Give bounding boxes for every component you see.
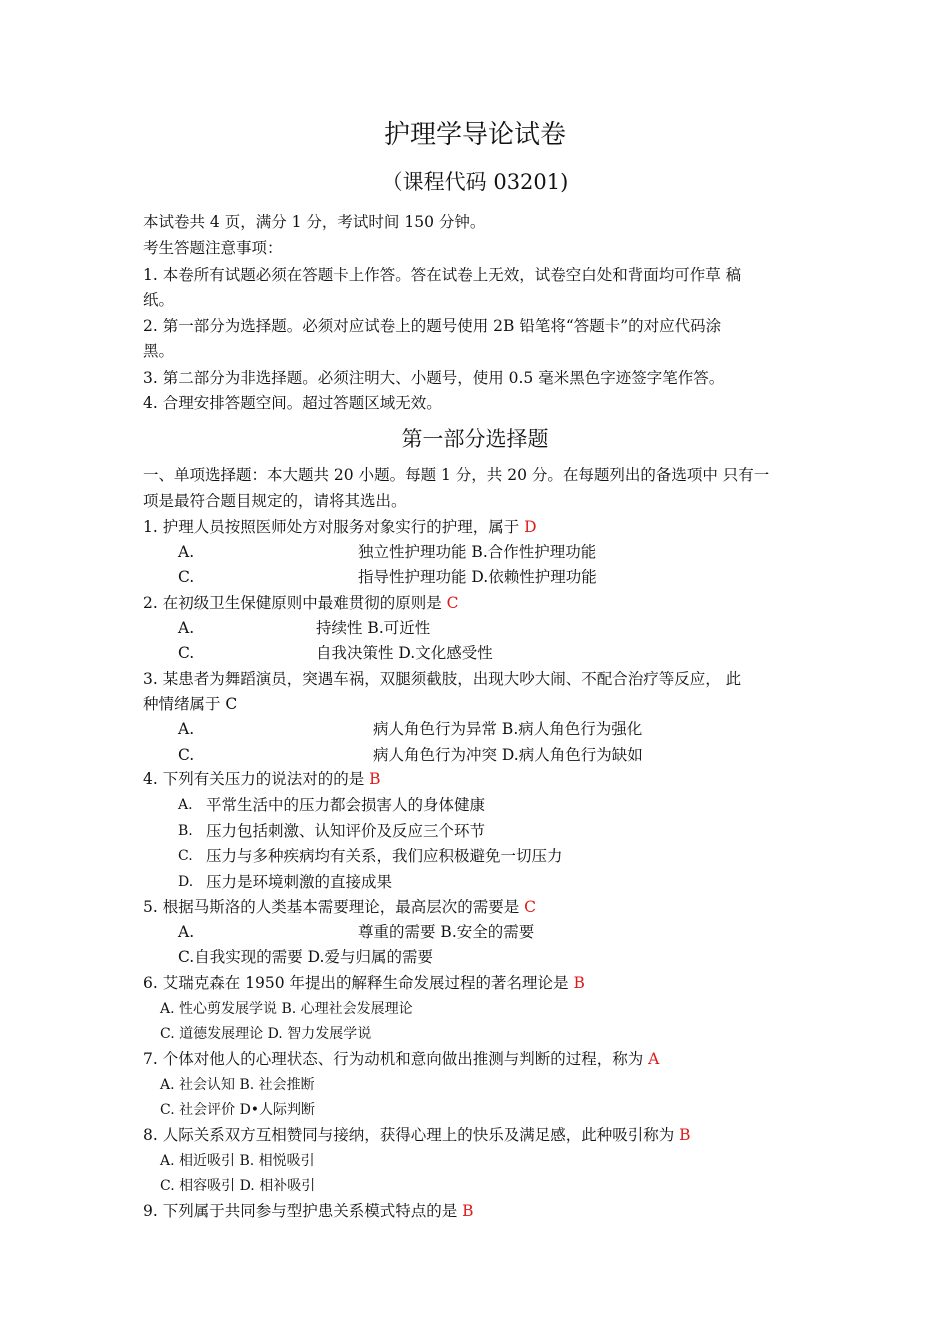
option-label: A. — [178, 720, 195, 738]
option-text: 病人角色行为异常 B.病人角色行为强化 — [373, 720, 643, 738]
question-1 — [143, 517, 537, 537]
option-text: 压力是环境刺激的直接成果 — [206, 873, 393, 891]
option-text: C.自我实现的需要 D.爱与归属的需要 — [178, 948, 433, 966]
option-label: A. — [178, 923, 195, 941]
answer-key: B — [369, 770, 381, 788]
answer-key: B — [462, 1202, 474, 1220]
answer-key: C — [446, 594, 459, 612]
section-title: 第一部分选择题 — [401, 427, 549, 451]
intro-line: 本试卷共 4 页，满分 1 分，考试时间 150 分钟。 — [143, 213, 486, 231]
intro-line: 纸。 — [143, 291, 175, 309]
option-label: C. — [178, 644, 195, 662]
option-text: 压力与多种疾病均有关系，我们应积极避免一切压力 — [206, 847, 563, 865]
page-title: 护理学导论试卷 — [383, 120, 566, 150]
section-intro-line: 一、单项选择题：本大题共 20 小题。每题 1 分，共 20 分。在每题列出的备选项中 只有一 — [143, 466, 770, 484]
option-text: C. 道德发展理论 D. 智力发展学说 — [160, 1026, 372, 1042]
intro-line: 3. 第二部分为非选择题。必须注明大、小题号，使用 0.5 毫米黑色字迹签字笔作答。 — [143, 369, 725, 387]
question-stem: 8. 人际关系双方互相赞同与接纳，获得心理上的快乐及满足感，此种吸引称为 — [143, 1126, 680, 1144]
option-text: C. 社会评价 D•人际判断 — [160, 1102, 316, 1118]
option-text: 压力包括刺激、认知评价及反应三个环节 — [206, 822, 486, 840]
answer-key: A — [648, 1050, 660, 1068]
question-stem: 4. 下列有关压力的说法对的的是 — [143, 770, 370, 788]
question-stem: 6. 艾瑞克森在 1950 年提出的解释生命发展过程的著名理论是 — [143, 974, 574, 992]
option-text: 病人角色行为冲突 D.病人角色行为缺如 — [373, 746, 643, 764]
question-5 — [143, 897, 536, 917]
option-label: C. — [178, 848, 193, 864]
option-label: A. — [178, 543, 195, 561]
intro-line: 4. 合理安排答题空间。超过答题区域无效。 — [143, 394, 442, 412]
question-2 — [143, 593, 459, 613]
answer-key: D — [524, 518, 537, 536]
answer-key: B — [679, 1126, 691, 1144]
option-text: 指导性护理功能 D.依赖性护理功能 — [358, 568, 597, 586]
question-stem: 7. 个体对他人的心理状态、行为动机和意向做出推测与判断的过程，称为 — [143, 1050, 649, 1068]
option-text: A. 社会认知 B. 社会推断 — [160, 1077, 315, 1093]
answer-key: C — [524, 898, 537, 916]
intro-line: 考生答题注意事项： — [143, 239, 283, 257]
course-code-subtitle: （课程代码 03201) — [381, 170, 569, 194]
intro-line: 1. 本卷所有试题必须在答题卡上作答。答在试卷上无效，试卷空白处和背面均可作草 稿 — [143, 266, 742, 284]
intro-line: 2. 第一部分为选择题。必须对应试卷上的题号使用 2B 铅笔将“答题卡”的对应代码涂 — [143, 317, 722, 335]
question-3-continued: 种情绪属于 C — [143, 695, 238, 713]
intro-line: 黑。 — [143, 342, 175, 360]
question-stem: 5. 根据马斯洛的人类基本需要理论，最高层次的需要是 — [143, 898, 525, 916]
option-label: A. — [178, 797, 193, 813]
option-label: C. — [178, 746, 195, 764]
answer-key: B — [573, 974, 585, 992]
question-stem: 2. 在初级卫生保健原则中最难贯彻的原则是 — [143, 594, 447, 612]
question-stem: 1. 护理人员按照医师处方对服务对象实行的护理，属于 — [143, 518, 525, 536]
option-text: 独立性护理功能 B.合作性护理功能 — [358, 543, 597, 561]
question-stem: 9. 下列属于共同参与型护患关系模式特点的是 — [143, 1202, 463, 1220]
question-9 — [143, 1201, 474, 1221]
option-label: B. — [178, 823, 193, 839]
option-text: A. 性心剪发展学说 B. 心理社会发展理论 — [160, 1001, 413, 1017]
question-7 — [143, 1049, 659, 1069]
question-8 — [143, 1125, 691, 1145]
option-text: A. 相近吸引 B. 相悦吸引 — [160, 1153, 315, 1169]
option-label: C. — [178, 568, 195, 586]
option-text: 自我决策性 D.文化感受性 — [316, 644, 493, 662]
option-label: D. — [178, 874, 194, 890]
option-text: 持续性 B.可近性 — [316, 619, 431, 637]
question-4 — [143, 769, 381, 789]
option-label: A. — [178, 619, 195, 637]
option-text: C. 相容吸引 D. 相补吸引 — [160, 1178, 316, 1194]
question-3: 3. 某患者为舞蹈演员，突遇车祸，双腿须截肢，出现大吵大闹、不配合治疗等反应， 此 — [143, 670, 742, 688]
question-6 — [143, 973, 585, 993]
section-intro-line: 项是最符合题目规定的，请将其选出。 — [143, 492, 407, 510]
option-text: 平常生活中的压力都会损害人的身体健康 — [206, 796, 486, 814]
option-text: 尊重的需要 B.安全的需要 — [358, 923, 535, 941]
